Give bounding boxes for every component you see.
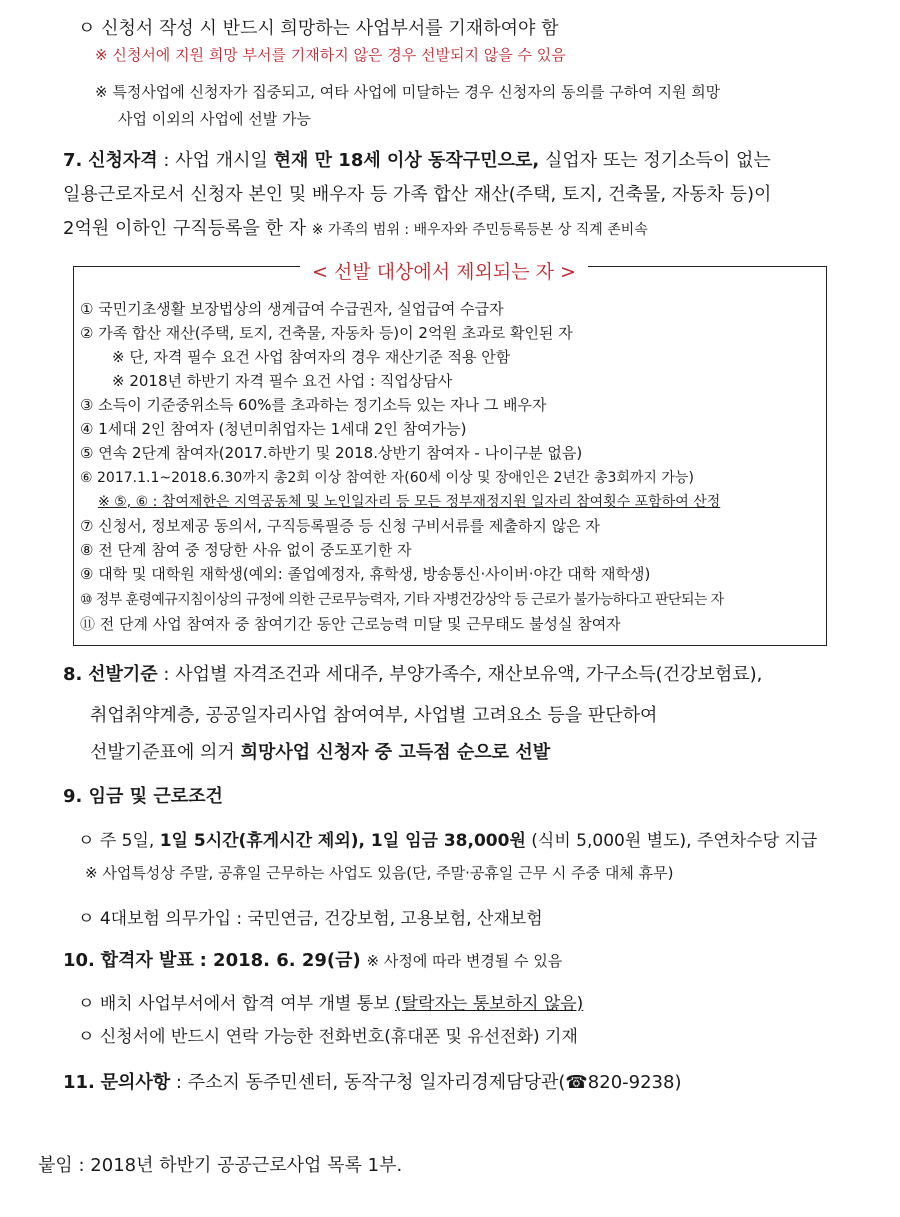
- section-7-family-note: ※ 가족의 범위 : 배우자와 주민등록등본 상 직계 존비속: [311, 222, 648, 238]
- section-7-heading: 신청자격: [88, 150, 158, 171]
- wage-hours-pay: 1일 5시간(휴게시간 제외), 1일 임금 38,000원: [159, 831, 526, 851]
- exclusion-item: ⑥ 2017.1.1~2018.6.30까지 총2회 이상 참여한 자(60세 이상 및 장애인은 2년간 총3회까지 가능): [80, 470, 694, 486]
- section-10-phone-line: ㅇ 신청서에 반드시 연락 가능한 전화번호(휴대폰 및 유선전화) 기재: [78, 1027, 578, 1047]
- section-9-title: [63, 782, 223, 808]
- exclusion-item: ⑨ 대학 및 대학원 재학생(예외: 졸업예정자, 휴학생, 방송통신·사이버·야간 대학 재학생): [80, 565, 651, 583]
- section-8-text-2: 선발기준표에 의거: [90, 742, 235, 763]
- section-11-line: [63, 1068, 681, 1094]
- exclusion-item: ① 국민기초생활 보장법상의 생계급여 수급권자, 실업급여 수급자: [80, 300, 504, 318]
- exclusion-item: ⑪ 전 단계 사업 참여자 중 참여기간 동안 근로능력 미달 및 근무태도 불성실 참여자: [80, 615, 621, 633]
- section-11-heading: 문의사항: [100, 1072, 171, 1093]
- exclusion-item: ② 가족 합산 재산(주택, 토지, 건축물, 자동차 등)이 2억원 초과로 확인된 자: [80, 324, 573, 342]
- section-10-number: 10.: [63, 950, 95, 971]
- section-7-highlight: 현재 만 18세 이상 동작구민으로,: [273, 150, 540, 171]
- section-7-text: : 사업 개시일: [163, 150, 268, 171]
- wage-extra: (식비 5,000원 별도), 주연차수당 지급: [531, 831, 818, 851]
- section-7-number: 7.: [63, 150, 83, 171]
- exclusion-title: < 선발 대상에서 제외되는 자 >: [300, 257, 588, 284]
- notice-rejected-note: (탈락자는 통보하지 않음): [395, 994, 584, 1014]
- section-11-number: 11.: [63, 1072, 95, 1093]
- bullet-department-required: ㅇ 신청서 작성 시 반드시 희망하는 사업부서를 기재하여야 함: [78, 18, 559, 39]
- exclusion-note-underlined: ※ ⑤, ⑥ : 참여제한은 지역공동체 및 노인일자리 등 모든 정부재정지원 일자리 참여횟수 포함하여 산정: [98, 494, 721, 510]
- section-8-line3: [90, 738, 550, 764]
- section-8-heading: 선발기준: [88, 664, 158, 685]
- section-7-line3: [63, 214, 648, 240]
- announcement-note: ※ 사정에 따라 변경될 수 있음: [366, 952, 563, 970]
- exclusion-item: ⑦ 신청서, 정보제공 동의서, 구직등록필증 등 신청 구비서류를 제출하지 않은 자: [80, 517, 600, 535]
- section-7-line2: 일용근로자로서 신청자 본인 및 배우자 등 가족 합산 재산(주택, 토지, 건축물, 자동차 등)이: [63, 184, 772, 205]
- section-7-asset-limit: 2억원 이하인 구직등록을 한 자: [63, 218, 306, 239]
- exclusion-item: ④ 1세대 2인 참여자 (청년미취업자는 1세대 2인 참여가능): [80, 420, 467, 438]
- section-9-heading: 임금 및 근로조건: [88, 786, 223, 807]
- note-department-missing: ※ 신청서에 지원 희망 부서를 기재하지 않은 경우 선발되지 않을 수 있음: [95, 46, 566, 64]
- section-10-line: [63, 946, 562, 972]
- section-10-notice-line: [78, 989, 583, 1014]
- announcement-date: : 2018. 6. 29(금): [199, 950, 361, 971]
- wage-days: ㅇ 주 5일,: [78, 831, 155, 851]
- note-concentration-line2: 사업 이외의 사업에 선발 가능: [118, 110, 311, 128]
- section-8-line1: [63, 660, 762, 686]
- section-7-text-2: 실업자 또는 정기소득이 없는: [544, 150, 771, 171]
- exclusion-item: ⑧ 전 단계 참여 중 정당한 사유 없이 중도포기한 자: [80, 541, 412, 559]
- section-8-number: 8.: [63, 664, 83, 685]
- section-10-heading: 합격자 발표: [100, 950, 194, 971]
- section-8-highlight: 희망사업 신청자 중 고득점 순으로 선발: [240, 742, 551, 763]
- exclusion-item: ⑩ 정부 훈령예규지침이상의 규정에 의한 근로무능력자, 기타 자병건강상악 등 근로가 불가능하다고 판단되는 자: [80, 592, 724, 608]
- exclusion-item: ③ 소득이 기준중위소득 60%를 초과하는 정기소득 있는 자나 그 배우자: [80, 396, 547, 414]
- notice-text: ㅇ 배치 사업부서에서 합격 여부 개별 통보: [78, 994, 390, 1014]
- section-8-text: : 사업별 자격조건과 세대주, 부양가족수, 재산보유액, 가구소득(건강보험료),: [163, 664, 763, 685]
- section-9-insurance: ㅇ 4대보험 의무가입 : 국민연금, 건강보험, 고용보험, 산재보험: [78, 909, 543, 929]
- section-7-line1: [63, 146, 771, 172]
- exclusion-subnote: ※ 단, 자격 필수 요건 사업 참여자의 경우 재산기준 적용 안함: [112, 348, 511, 366]
- section-8-line2: 취업취약계층, 공공일자리사업 참여여부, 사업별 고려요소 등을 판단하여: [90, 705, 658, 726]
- section-9-number: 9.: [63, 786, 83, 807]
- section-11-contact: : 주소지 동주민센터, 동작구청 일자리경제담당관(☎820-9238): [175, 1072, 682, 1093]
- section-9-wage-line: [78, 826, 817, 851]
- note-concentration-line1: ※ 특정사업에 신청자가 집중되고, 여타 사업에 미달하는 경우 신청자의 동의를 구하여 지원 희망: [95, 83, 721, 101]
- exclusion-subnote: ※ 2018년 하반기 자격 필수 요건 사업 : 직업상담사: [112, 372, 453, 390]
- exclusion-item: ⑤ 연속 2단계 참여자(2017.하반기 및 2018.상반기 참여자 - 나이구분 없음): [80, 444, 583, 462]
- attachment-line: 붙임 : 2018년 하반기 공공근로사업 목록 1부.: [38, 1155, 403, 1176]
- section-9-weekend-note: ※ 사업특성상 주말, 공휴일 근무하는 사업도 있음(단, 주말·공휴일 근무 시 주중 대체 휴무): [85, 864, 674, 882]
